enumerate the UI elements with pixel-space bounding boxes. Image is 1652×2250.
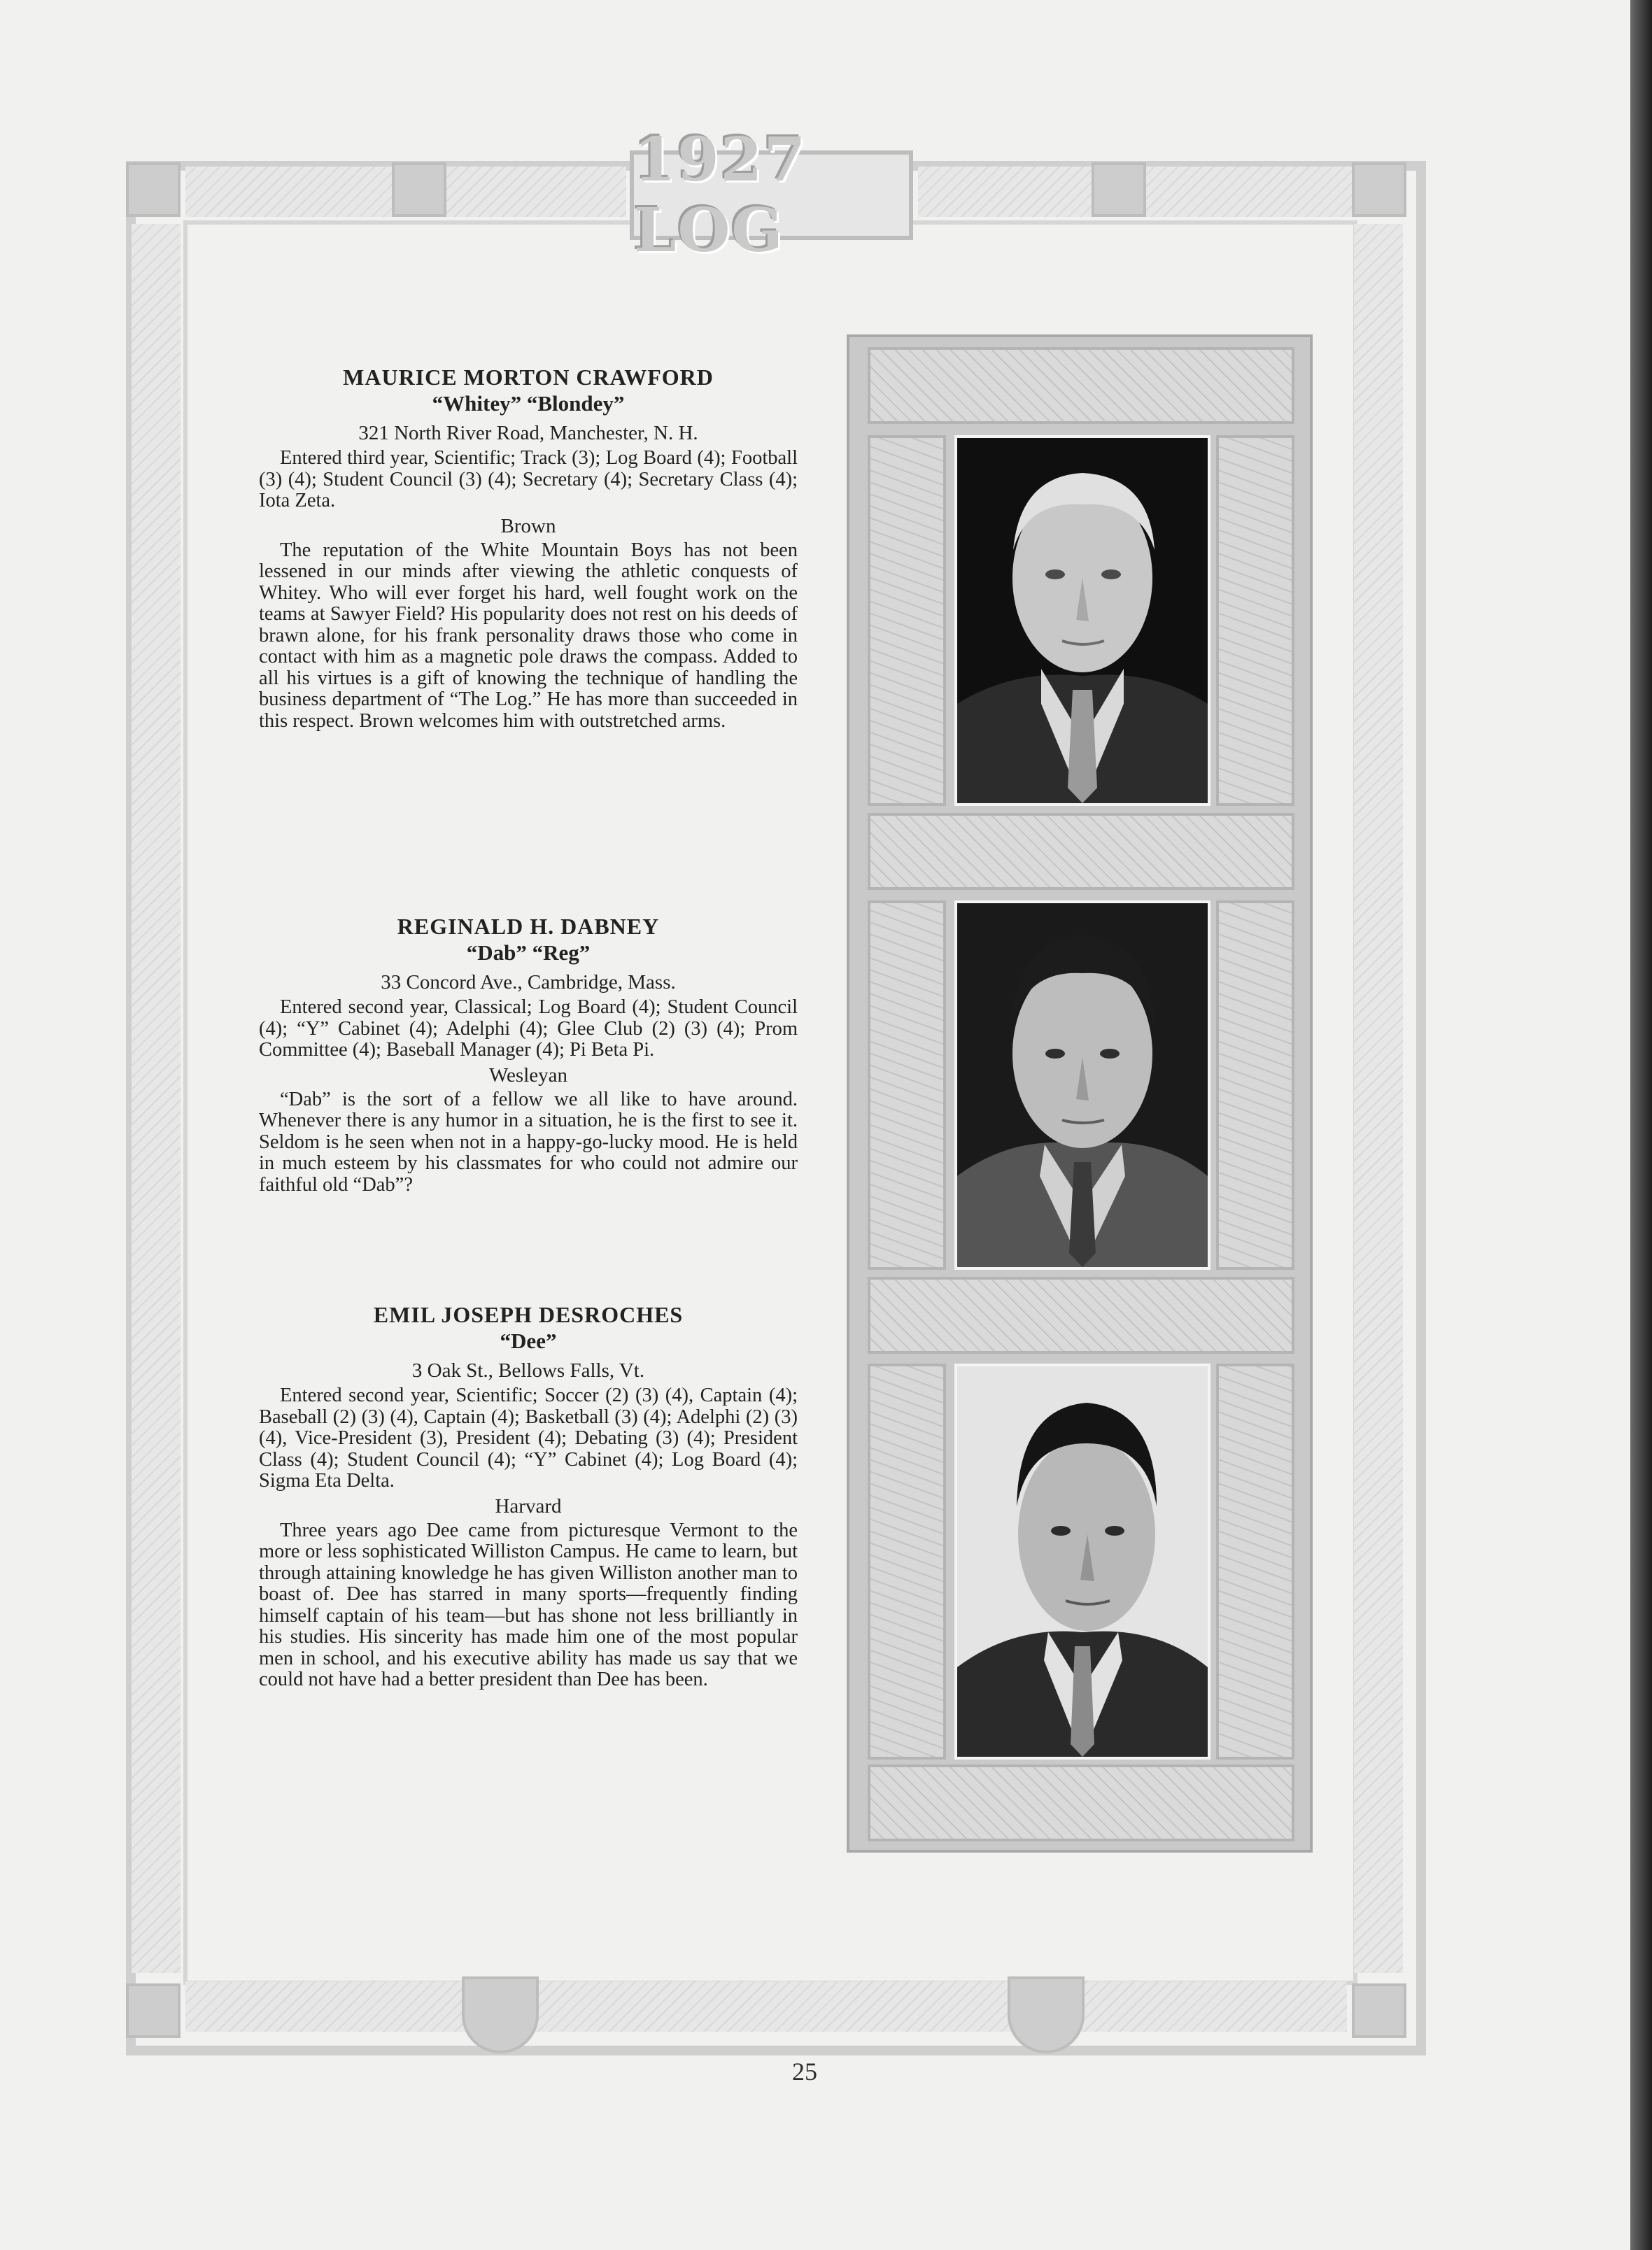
portrait-crawford bbox=[954, 435, 1210, 806]
entry-record: Entered third year, Scientific; Track (3); Log Board (4); Football (3) (4); Student Council (3) (4); Secretary (4); Secretary Class (4); Iota Zeta. bbox=[259, 447, 798, 511]
panel-ornament-side bbox=[1216, 435, 1294, 806]
panel-ornament-side bbox=[1216, 900, 1294, 1270]
page-number: 25 bbox=[792, 2058, 817, 2086]
entry-paragraph: The reputation of the White Mountain Boys has not been lessened in our minds after viewing the athletic conquests of Whitey. Who will ever forget his hard, well fought work on the teams at Sawyer Field? His popularity does not rest on his deeds of brawn alone, for his frank personality draws those who come in contact with him as a magnetic pole draws the compass. Added to all his virtues is a gift of knowing the technique of handling the business department of “The Log.” He has more than succeeded in this respect. Brown welcomes him with outstretched arms. bbox=[259, 539, 798, 732]
panel-ornament-band bbox=[868, 347, 1294, 424]
entry-name: MAURICE MORTON CRAWFORD bbox=[343, 365, 714, 390]
entry-record: Entered second year, Scientific; Soccer (2) (3) (4), Captain (4); Baseball (2) (3) (4), Captain (4); Basketball (3) (4); Adelphi (2) (3) (4), Vice-President (3), President (4); Debating (3) (4); President Class (4); Student Council (4); “Y” Cabinet (4); Log Board (4); Sigma Eta Delta. bbox=[259, 1385, 798, 1492]
ship-ornament-bottom-right bbox=[1352, 1983, 1406, 2038]
entry-address: 321 North River Road, Manchester, N. H. bbox=[358, 422, 698, 444]
panel-ornament-side bbox=[1216, 1364, 1294, 1760]
page-header-title-box bbox=[630, 125, 913, 266]
entry-record: Entered second year, Classical; Log Board (4); Student Council (4); “Y” Cabinet (4); Adelphi (4); Glee Club (2) (3) (4); Prom Committee (4); Baseball Manager (4); Pi Beta Pi. bbox=[259, 996, 798, 1061]
entry-address: 33 Concord Ave., Cambridge, Mass. bbox=[381, 971, 676, 993]
scan-edge-shadow bbox=[1630, 0, 1652, 2250]
spiderweb-band-right bbox=[1354, 224, 1403, 1973]
panel-ornament-band bbox=[868, 1764, 1294, 1841]
portrait-photo bbox=[957, 1366, 1208, 1757]
panel-ornament-side bbox=[868, 1364, 946, 1760]
entry-nicknames: “Dee” bbox=[500, 1329, 557, 1353]
anchor-emblem-left bbox=[462, 1976, 539, 2053]
entry-paragraph: “Dab” is the sort of a fellow we all like to have around. Whenever there is any humor in a situation, he is the first to see it. Seldom is he seen when not in a happy-go-lucky mood. He is held in much esteem by his classmates for who could not admire our faithful old “Dab”? bbox=[259, 1088, 798, 1196]
entry-paragraph: Three years ago Dee came from picturesque Vermont to the more or less sophisticated Williston Campus. He came to learn, but through attaining knowledge he has given Williston another man to boast of. Dee has starred in many sports—frequently finding himself captain of his team—but has shone not less brilliantly in his studies. His sincerity has made him one of the most popular men in school, and his executive ability has made us say that we could not have had a better president than Dee has been. bbox=[259, 1519, 798, 1690]
entry-college: Wesleyan bbox=[488, 1063, 567, 1087]
ship-ornament-top-left bbox=[126, 162, 181, 217]
entry-address: 3 Oak St., Bellows Falls, Vt. bbox=[411, 1359, 645, 1382]
portrait-desroches bbox=[954, 1364, 1210, 1760]
portrait-photo bbox=[957, 903, 1208, 1267]
senior-entry bbox=[259, 1301, 798, 1691]
entry-college: Brown bbox=[500, 514, 556, 537]
panel-ornament-band bbox=[868, 813, 1294, 890]
senior-entry bbox=[259, 913, 798, 1196]
entry-name: EMIL JOSEPH DESROCHES bbox=[373, 1302, 684, 1327]
portrait-panel bbox=[847, 334, 1313, 1853]
spiderweb-band-bottom bbox=[185, 1981, 1347, 2032]
page-header-title: 1927 LOG bbox=[634, 125, 807, 266]
senior-entry bbox=[259, 364, 798, 732]
ship-ornament-top-mid-left bbox=[392, 162, 446, 217]
portrait-dabney bbox=[954, 900, 1210, 1270]
panel-ornament-side bbox=[868, 900, 946, 1270]
anchor-emblem-right bbox=[1008, 1976, 1085, 2053]
ship-ornament-top-mid-right bbox=[1092, 162, 1146, 217]
entry-nicknames: “Dab” “Reg” bbox=[466, 940, 591, 965]
panel-ornament-band bbox=[868, 1277, 1294, 1354]
entry-nicknames: “Whitey” “Blondey” bbox=[432, 391, 625, 416]
entry-college: Harvard bbox=[495, 1494, 562, 1517]
spiderweb-band-left bbox=[132, 224, 181, 1973]
panel-ornament-side bbox=[868, 435, 946, 806]
ship-ornament-top-right bbox=[1352, 162, 1406, 217]
portrait-photo bbox=[957, 438, 1208, 803]
entry-name: REGINALD H. DABNEY bbox=[397, 914, 660, 939]
ship-ornament-bottom-left bbox=[126, 1983, 181, 2038]
